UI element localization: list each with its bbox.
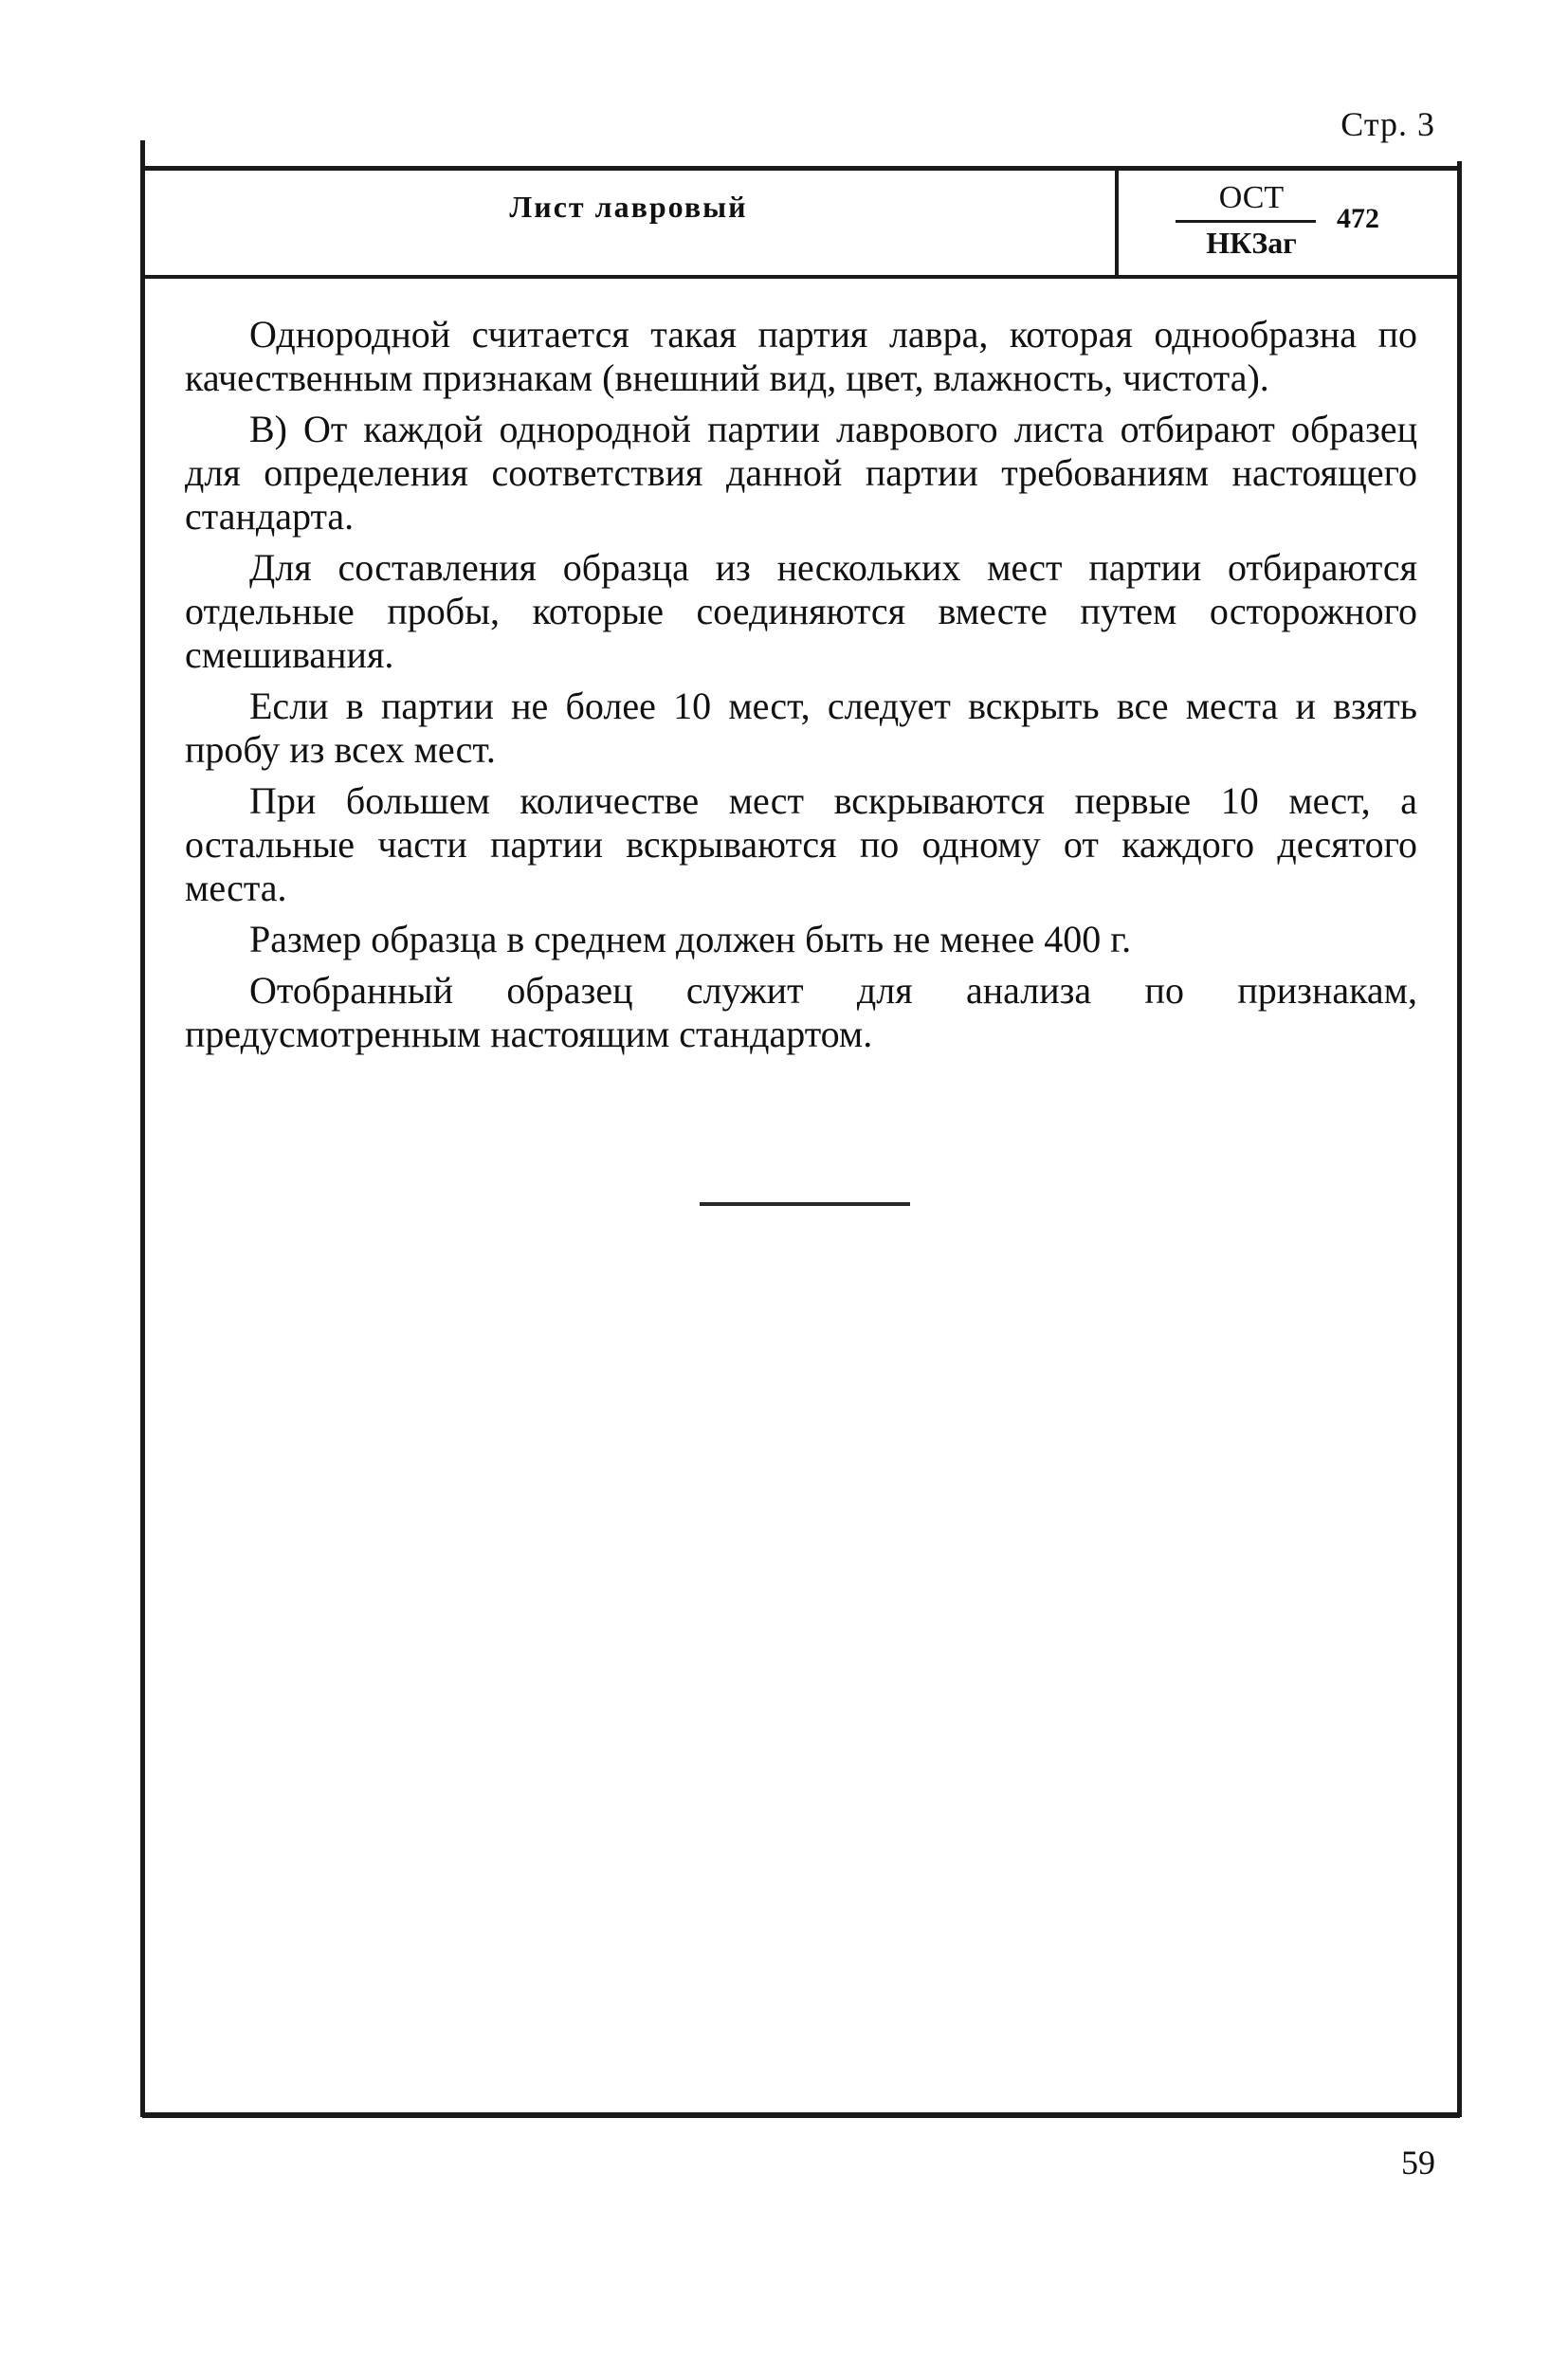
paragraph: Для составления образца из нескольких мест партии отбираются отдельные пробы, которые соединяются вместе путем осторожного смешивания. [185, 546, 1417, 676]
frame-bottom-border [142, 2112, 1460, 2118]
paragraph: При большем количестве мест вскрываются первые 10 мест, а остальные части партии вскрываются по одному от каждого десятого места. [185, 779, 1417, 909]
frame-left-border [140, 140, 145, 2117]
page-number: 59 [1401, 2144, 1435, 2182]
paragraph: Отобранный образец служит для анализа по признакам, предусмотренным настоящим стандартом. [185, 969, 1417, 1055]
standard-number: 472 [1337, 203, 1379, 234]
document-body [185, 313, 1417, 1064]
header-separator [142, 275, 1458, 279]
paragraph: Однородной считается такая партия лавра, которая однообразна по качественным признакам (внешний вид, цвет, влажность, чистота). [185, 313, 1417, 399]
frame-right-border [1457, 161, 1462, 2117]
end-separator-line [700, 1202, 910, 1206]
paragraph: Если в партии не более 10 мест, следует вскрыть все места и взять пробу из всех мест. [185, 685, 1417, 771]
page-header-label: Стр. 3 [1340, 105, 1435, 143]
paragraph: Размер образца в среднем должен быть не менее 400 г. [249, 918, 1132, 960]
standard-designation [1119, 171, 1457, 275]
standard-denominator: НКЗаг [1206, 226, 1297, 260]
standard-numerator: ОСТ [1218, 180, 1285, 215]
document-title: Лист лавровый [509, 190, 748, 224]
paragraph: В) От каждой однородной партии лаврового листа отбирают образец для определения соответствия данной партии требованиям настоящего стандарта. [185, 408, 1417, 538]
standard-fraction-rule [1176, 220, 1316, 223]
